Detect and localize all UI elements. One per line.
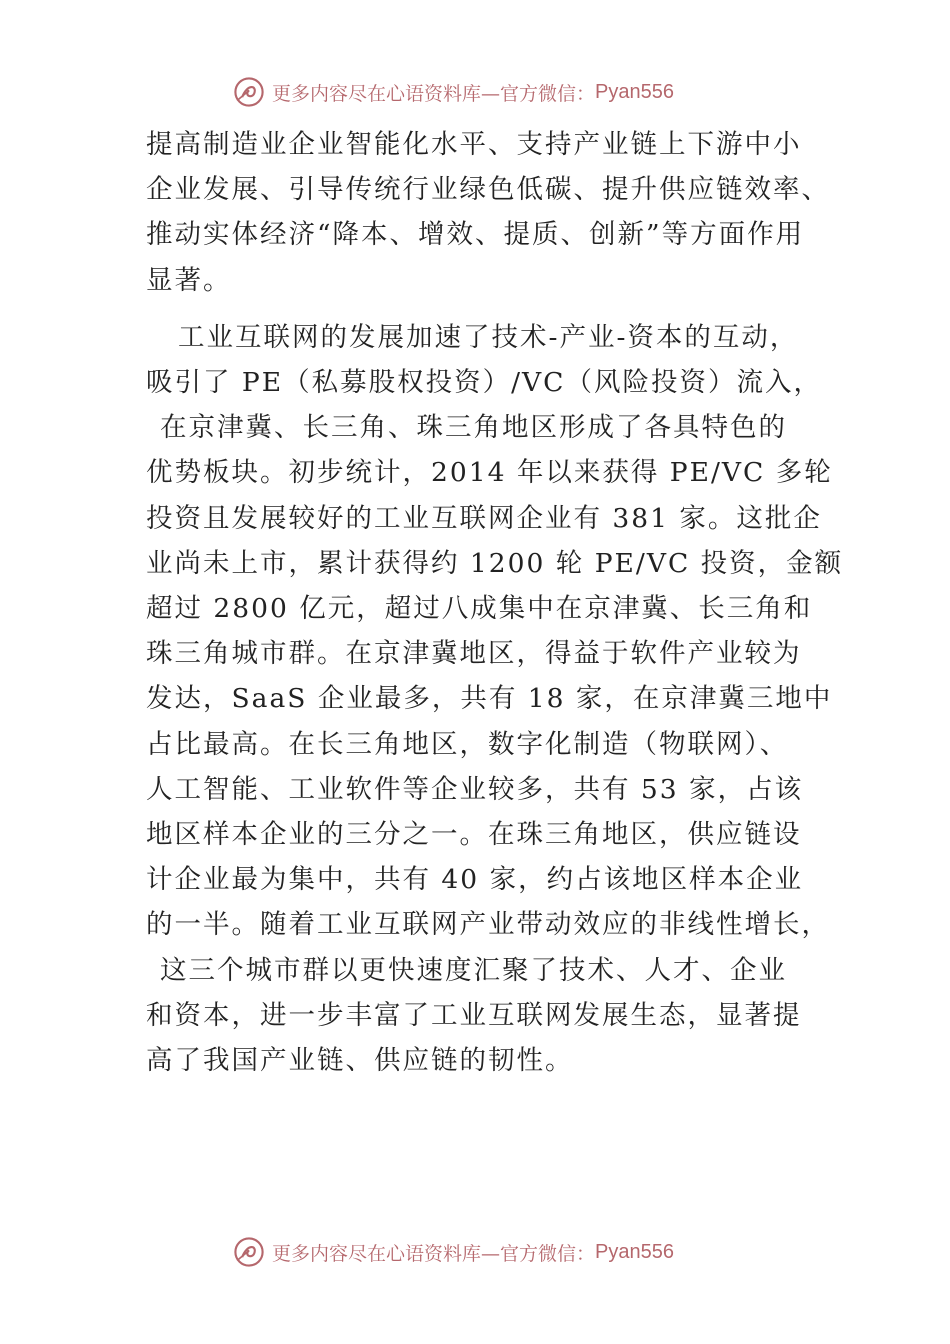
text-line: 高了我国产业链、供应链的韧性。 (146, 1045, 574, 1077)
text-line: 工业互联网的发展加速了技术-产业-资本的互动， (178, 321, 799, 353)
text-line: 业尚未上市，累计获得约 1200 轮 PE/VC 投资，金额 (146, 547, 844, 579)
text-line: 推动实体经济“降本、增效、提质、创新”等方面作用 (146, 219, 805, 251)
watermark-text: 更多内容尽在心语资料库—官方微信： (272, 82, 596, 105)
text-line: 超过 2800 亿元，超过八成集中在京津冀、长三角和 (146, 593, 813, 625)
text-line: 这三个城市群以更快速度汇聚了技术、人才、企业 (160, 954, 787, 986)
text-line: 占比最高。在长三角地区，数字化制造（物联网）、 (146, 728, 789, 760)
text-line: 珠三角城市群。在京津冀地区，得益于软件产业较为 (146, 638, 802, 670)
text-line: 和资本，进一步丰富了工业互联网发展生态，显著提 (146, 999, 802, 1031)
text-line: 投资且发展较好的工业互联网企业有 381 家。这批企 (146, 502, 822, 534)
text-line: 优势板块。初步统计，2014 年以来获得 PE/VC 多轮 (146, 457, 833, 489)
document-body (146, 122, 844, 1083)
text-line: 计企业最为集中，共有 40 家，约占该地区样本企业 (146, 864, 804, 896)
watermark-text: 更多内容尽在心语资料库—官方微信： (272, 1242, 596, 1265)
watermark-wechat: Pyan556 (595, 1240, 674, 1263)
footer-watermark (232, 1232, 752, 1272)
paragraph-1 (146, 122, 830, 303)
text-line: 显著。 (146, 264, 232, 296)
header-watermark (232, 72, 752, 112)
rose-seal-icon (232, 1235, 266, 1269)
paragraph-2 (146, 315, 844, 1083)
text-line: 地区样本企业的三分之一。在珠三角地区，供应链设 (146, 819, 802, 851)
text-line: 的一半。随着工业互联网产业带动效应的非线性增长， (146, 909, 830, 941)
text-line: 在京津冀、长三角、珠三角地区形成了各具特色的 (160, 412, 787, 444)
text-line: 人工智能、工业软件等企业较多，共有 53 家，占该 (146, 773, 804, 805)
text-line: 企业发展、引导传统行业绿色低碳、提升供应链效率、 (146, 174, 830, 206)
text-line: 吸引了 PE（私募股权投资）/VC（风险投资）流入， (146, 367, 822, 399)
watermark-wechat: Pyan556 (595, 80, 674, 103)
text-line: 提高制造业企业智能化水平、支持产业链上下游中小 (146, 129, 802, 160)
text-line: 发达，SaaS 企业最多，共有 18 家，在京津冀三地中 (146, 683, 833, 715)
rose-seal-icon (232, 75, 266, 109)
